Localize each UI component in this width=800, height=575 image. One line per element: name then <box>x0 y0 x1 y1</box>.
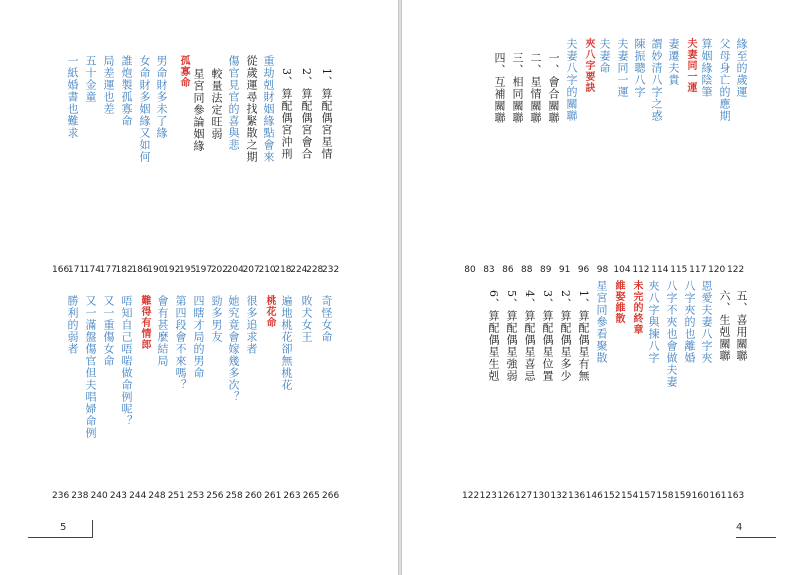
left-footer-rule <box>28 537 92 538</box>
right-page-number: 163 <box>727 491 745 501</box>
right-page-number: 89 <box>539 265 552 275</box>
left-top-entry: 誰炮製孤寡命 <box>120 55 133 127</box>
left-page-number: 218 <box>274 265 292 275</box>
right-top-entry: 四、互補關聯 <box>493 52 506 124</box>
right-page-number: 80 <box>464 265 476 275</box>
left-page-number: 261 <box>264 491 282 501</box>
left-page-number: 258 <box>225 491 243 501</box>
left-page-number: 251 <box>167 491 185 501</box>
right-page-number: 98 <box>596 265 609 275</box>
right-page-number: 132 <box>550 491 568 501</box>
left-page-number: 240 <box>90 491 108 501</box>
left-page-number: 265 <box>302 491 320 501</box>
right-folio: 4 <box>736 522 743 533</box>
right-top-entry: 妻遷夫貴 <box>667 38 680 86</box>
left-page-number: 182 <box>115 265 133 275</box>
right-page-number: 122 <box>462 491 480 501</box>
left-page-number: 171 <box>67 265 86 275</box>
right-top-entry: 二、星情關聯 <box>529 52 542 124</box>
left-page-number: 232 <box>322 265 340 275</box>
left-bottom-entry: 唔知自己唔啱做命例呢？ <box>120 295 133 427</box>
right-page-number: 114 <box>651 265 669 275</box>
right-top-entry: 緣至的歲運 <box>735 38 748 98</box>
right-bottom-entry: 恩愛夫妻八字夾 <box>700 280 713 364</box>
right-bottom-entry: 6、算配偶星生剋 <box>487 290 500 382</box>
left-bottom-entry: 難得有情郎 <box>139 295 150 350</box>
left-page-number: 197 <box>194 265 213 275</box>
right-page-number: 161 <box>709 491 727 501</box>
right-page-number: 96 <box>577 265 590 275</box>
right-page-number: 160 <box>691 491 709 501</box>
left-top-entry: 2、算配偶宮會合 <box>300 68 313 160</box>
left-page-number: 224 <box>290 265 308 275</box>
right-footer-rule <box>736 537 776 538</box>
left-top-entry: 五十金童 <box>84 55 97 103</box>
right-page-number: 91 <box>558 265 571 275</box>
left-page-number: 228 <box>306 265 324 275</box>
left-bottom-entry: 桃花命 <box>264 295 275 328</box>
right-page-number: 154 <box>621 491 639 501</box>
right-page-number: 126 <box>497 491 515 501</box>
right-bottom-entry: 八字不夾也會做夫妻 <box>665 280 678 388</box>
right-top-entry: 父母身亡的應期 <box>718 38 731 122</box>
right-top-entry: 夫妻八字的關聯 <box>565 38 578 122</box>
left-page-number: 177 <box>99 265 117 275</box>
left-bottom-entry: 遍地桃花卻無桃花 <box>280 295 293 391</box>
right-page-number: 83 <box>483 265 495 275</box>
left-page-number: 174 <box>83 265 101 275</box>
right-bottom-entry: 六、生剋關聯 <box>718 290 731 362</box>
left-top-entry: 一紙婚書也難求 <box>66 55 79 139</box>
left-page-number: 166 <box>52 265 70 275</box>
left-top-entry: 孤寡命 <box>178 55 189 88</box>
left-page-number: 248 <box>148 491 166 501</box>
right-page-number: 152 <box>603 491 621 501</box>
left-bottom-entry: 又一滿盤傷官但夫唱婦命例 <box>84 295 97 439</box>
right-bottom-entry: 4、算配偶星喜忌 <box>523 290 536 382</box>
right-top-entry: 夫妻命 <box>598 38 611 74</box>
right-bottom-entry: 2、算配偶星多少 <box>559 290 572 382</box>
right-page-number: 122 <box>727 265 745 275</box>
left-top-entry: 較量法定旺弱 <box>210 68 223 140</box>
right-bottom-entry: 八字夾的也離婚 <box>683 280 696 364</box>
right-page-number: 130 <box>532 491 550 501</box>
right-bottom-entry: 3、算配偶星位置 <box>541 290 554 382</box>
right-bottom-entry: 星宮同參看聚散 <box>595 280 608 364</box>
right-top-entry: 三、相同關聯 <box>511 52 524 124</box>
right-bottom-entry: 未完的終章 <box>631 280 642 335</box>
right-page-number: 157 <box>638 491 656 501</box>
left-top-entry: 傷官見官的喜與悲 <box>227 55 240 151</box>
left-page-number: 202 <box>210 265 228 275</box>
left-bottom-entry: 很多追求者 <box>245 295 258 355</box>
right-page-number: 115 <box>670 265 688 275</box>
left-top-entry: 從歲運尋找緊散之期 <box>245 55 258 163</box>
left-page-number: 263 <box>283 491 301 501</box>
left-bottom-entry: 奇怪女命 <box>320 295 333 343</box>
left-page-number: 266 <box>322 491 340 501</box>
right-top-entry: 夫妻同一運 <box>685 38 696 93</box>
left-page-number: 243 <box>109 491 128 501</box>
left-top-entry: 局差運也差 <box>102 55 115 115</box>
left-top-entry: 3、算配偶宮沖刑 <box>280 68 293 160</box>
left-page-number: 256 <box>206 491 224 501</box>
left-bottom-entry: 勝利的弱者 <box>66 295 79 355</box>
right-page-number: 112 <box>632 265 650 275</box>
left-bottom-entry: 第四段會不來嗎？ <box>174 295 187 391</box>
left-top-entry: 女命財多姻緣又如何 <box>138 55 151 163</box>
left-page-number: 244 <box>129 491 147 501</box>
left-bottom-entry: 又一重傷女命 <box>102 295 115 367</box>
right-top-entry: 一、會合關聯 <box>547 52 560 124</box>
left-page-number: 236 <box>52 491 70 501</box>
right-bottom-entry: 5、算配偶星強弱 <box>505 290 518 382</box>
left-bottom-entry: 勁多男友 <box>210 295 223 343</box>
right-top-entry: 夫妻同一運 <box>616 38 629 98</box>
right-page-number: 88 <box>521 265 533 275</box>
left-margin-line <box>92 520 93 538</box>
right-page-number: 86 <box>502 265 514 275</box>
right-bottom-entry: 夾八字與揀八字 <box>647 280 660 364</box>
left-page-number: 260 <box>244 491 263 501</box>
right-bottom-entry: 1、算配偶星有無 <box>577 290 590 382</box>
right-page-number: 117 <box>689 265 707 275</box>
left-bottom-entry: 她究竟會嫁幾多次？ <box>227 295 240 403</box>
left-page-number: 195 <box>179 265 197 275</box>
right-page-number: 104 <box>613 265 631 275</box>
left-page-number: 238 <box>71 491 89 501</box>
left-page-number: 210 <box>258 265 276 275</box>
right-bottom-entry: 維娶維散 <box>613 280 624 324</box>
left-top-entry: 1、算配偶宮星情 <box>320 68 333 160</box>
left-page-number: 186 <box>131 265 149 275</box>
right-page <box>402 0 800 575</box>
right-page-number: 123 <box>479 491 497 501</box>
right-bottom-entry: 五、喜用關聯 <box>735 290 748 362</box>
left-page-number: 204 <box>226 265 244 275</box>
left-page-number: 190 <box>147 265 165 275</box>
right-page-number: 120 <box>708 265 726 275</box>
left-page-number: 207 <box>242 265 260 275</box>
right-top-entry: 陳振聰八字 <box>633 38 646 98</box>
right-page-number: 146 <box>585 491 603 501</box>
left-top-entry: 男命財多未了緣 <box>155 55 168 139</box>
left-bottom-entry: 會有甚麼結局 <box>156 295 169 367</box>
right-page-number: 158 <box>656 491 674 501</box>
right-page-number: 136 <box>568 491 586 501</box>
left-page-number: 192 <box>163 265 181 275</box>
right-page-number: 127 <box>515 491 533 501</box>
left-page-number: 253 <box>187 491 205 501</box>
right-top-entry: 算姻緣陰筆 <box>700 38 713 98</box>
left-folio: 5 <box>60 522 67 533</box>
left-top-entry: 重劫剋財姻緣點會來 <box>262 55 275 163</box>
left-bottom-entry: 敗犬女王 <box>300 295 313 343</box>
right-page-number: 159 <box>674 491 692 501</box>
left-top-entry: 星宮同參論姻緣 <box>192 68 205 152</box>
left-bottom-entry: 四瞎才局的男命 <box>192 295 205 379</box>
right-top-entry: 夾八字要訣 <box>583 38 594 93</box>
right-top-entry: 謂妙清八字之惑 <box>650 38 663 122</box>
